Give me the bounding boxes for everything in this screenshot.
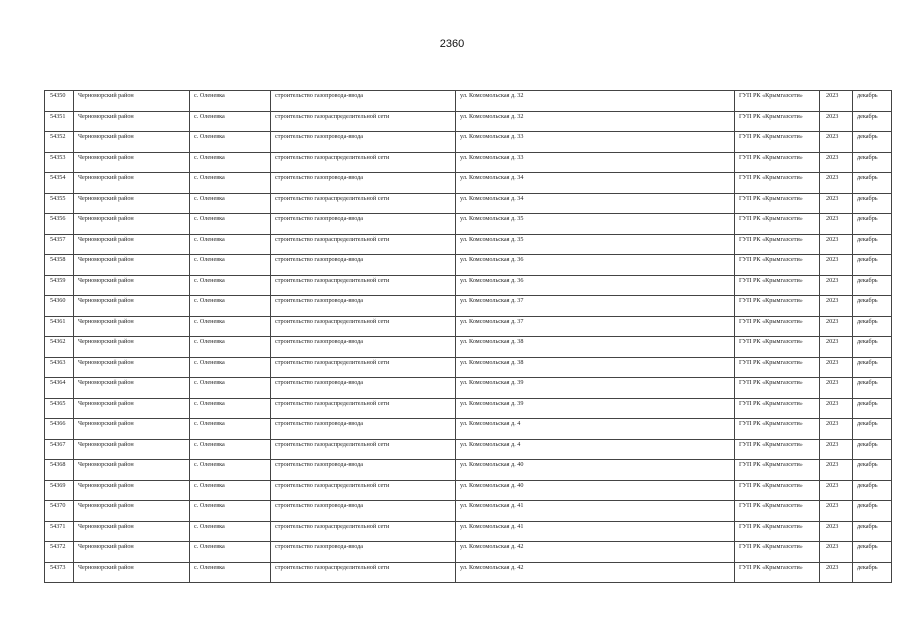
cell-month: декабрь xyxy=(853,316,892,337)
cell-district: Черноморский район xyxy=(74,255,190,276)
table-row xyxy=(45,378,892,399)
cell-month: декабрь xyxy=(853,378,892,399)
cell-settlement: с. Оленевка xyxy=(190,357,271,378)
cell-district: Черноморский район xyxy=(74,542,190,563)
cell-work-type: строительство газопровода-ввода xyxy=(271,255,456,276)
cell-month: декабрь xyxy=(853,152,892,173)
cell-work-type: строительство газораспределительной сети xyxy=(271,316,456,337)
cell-settlement: с. Оленевка xyxy=(190,234,271,255)
cell-settlement: с. Оленевка xyxy=(190,501,271,522)
cell-number: 54370 xyxy=(45,501,74,522)
cell-month: декабрь xyxy=(853,234,892,255)
cell-work-type: строительство газопровода-ввода xyxy=(271,91,456,112)
cell-number: 54365 xyxy=(45,398,74,419)
cell-work-type: строительство газопровода-ввода xyxy=(271,419,456,440)
cell-settlement: с. Оленевка xyxy=(190,460,271,481)
cell-contractor: ГУП РК «Крымгазсети» xyxy=(735,255,820,276)
cell-year: 2023 xyxy=(820,132,853,153)
cell-work-type: строительство газопровода-ввода xyxy=(271,337,456,358)
cell-year: 2023 xyxy=(820,480,853,501)
cell-contractor: ГУП РК «Крымгазсети» xyxy=(735,480,820,501)
table-row xyxy=(45,296,892,317)
cell-contractor: ГУП РК «Крымгазсети» xyxy=(735,460,820,481)
cell-contractor: ГУП РК «Крымгазсети» xyxy=(735,378,820,399)
cell-contractor: ГУП РК «Крымгазсети» xyxy=(735,91,820,112)
cell-address: ул. Комсомольская д. 35 xyxy=(456,234,735,255)
cell-district: Черноморский район xyxy=(74,460,190,481)
cell-number: 54360 xyxy=(45,296,74,317)
cell-month: декабрь xyxy=(853,337,892,358)
cell-settlement: с. Оленевка xyxy=(190,419,271,440)
cell-year: 2023 xyxy=(820,542,853,563)
cell-settlement: с. Оленевка xyxy=(190,173,271,194)
cell-contractor: ГУП РК «Крымгазсети» xyxy=(735,357,820,378)
cell-number: 54364 xyxy=(45,378,74,399)
table-row xyxy=(45,521,892,542)
cell-contractor: ГУП РК «Крымгазсети» xyxy=(735,111,820,132)
cell-month: декабрь xyxy=(853,132,892,153)
cell-district: Черноморский район xyxy=(74,91,190,112)
cell-number: 54367 xyxy=(45,439,74,460)
cell-address: ул. Комсомольская д. 32 xyxy=(456,111,735,132)
gas-works-table xyxy=(44,90,892,583)
cell-district: Черноморский район xyxy=(74,173,190,194)
cell-district: Черноморский район xyxy=(74,357,190,378)
cell-month: декабрь xyxy=(853,398,892,419)
cell-contractor: ГУП РК «Крымгазсети» xyxy=(735,193,820,214)
table-row xyxy=(45,460,892,481)
cell-district: Черноморский район xyxy=(74,152,190,173)
table-row xyxy=(45,316,892,337)
table-row xyxy=(45,419,892,440)
table-row xyxy=(45,480,892,501)
cell-month: декабрь xyxy=(853,296,892,317)
table-row xyxy=(45,234,892,255)
cell-year: 2023 xyxy=(820,296,853,317)
cell-month: декабрь xyxy=(853,542,892,563)
cell-work-type: строительство газопровода-ввода xyxy=(271,296,456,317)
cell-month: декабрь xyxy=(853,521,892,542)
cell-number: 54369 xyxy=(45,480,74,501)
cell-number: 54351 xyxy=(45,111,74,132)
cell-district: Черноморский район xyxy=(74,378,190,399)
cell-year: 2023 xyxy=(820,398,853,419)
cell-work-type: строительство газораспределительной сети xyxy=(271,275,456,296)
cell-contractor: ГУП РК «Крымгазсети» xyxy=(735,214,820,235)
cell-year: 2023 xyxy=(820,214,853,235)
cell-address: ул. Комсомольская д. 39 xyxy=(456,398,735,419)
cell-district: Черноморский район xyxy=(74,316,190,337)
cell-number: 54368 xyxy=(45,460,74,481)
table-row xyxy=(45,193,892,214)
cell-contractor: ГУП РК «Крымгазсети» xyxy=(735,152,820,173)
table-row xyxy=(45,132,892,153)
table-body xyxy=(45,91,892,583)
cell-contractor: ГУП РК «Крымгазсети» xyxy=(735,316,820,337)
cell-address: ул. Комсомольская д. 33 xyxy=(456,132,735,153)
cell-month: декабрь xyxy=(853,193,892,214)
cell-work-type: строительство газораспределительной сети xyxy=(271,439,456,460)
cell-address: ул. Комсомольская д. 4 xyxy=(456,439,735,460)
cell-number: 54357 xyxy=(45,234,74,255)
cell-month: декабрь xyxy=(853,419,892,440)
cell-month: декабрь xyxy=(853,439,892,460)
cell-district: Черноморский район xyxy=(74,521,190,542)
cell-work-type: строительство газораспределительной сети xyxy=(271,111,456,132)
cell-year: 2023 xyxy=(820,173,853,194)
cell-district: Черноморский район xyxy=(74,296,190,317)
table-row xyxy=(45,562,892,583)
cell-district: Черноморский район xyxy=(74,132,190,153)
cell-settlement: с. Оленевка xyxy=(190,398,271,419)
cell-year: 2023 xyxy=(820,439,853,460)
cell-number: 54350 xyxy=(45,91,74,112)
table-row xyxy=(45,357,892,378)
cell-work-type: строительство газопровода-ввода xyxy=(271,173,456,194)
cell-year: 2023 xyxy=(820,193,853,214)
cell-address: ул. Комсомольская д. 34 xyxy=(456,173,735,194)
cell-year: 2023 xyxy=(820,419,853,440)
cell-settlement: с. Оленевка xyxy=(190,91,271,112)
cell-number: 54356 xyxy=(45,214,74,235)
cell-contractor: ГУП РК «Крымгазсети» xyxy=(735,296,820,317)
cell-district: Черноморский район xyxy=(74,562,190,583)
cell-address: ул. Комсомольская д. 34 xyxy=(456,193,735,214)
cell-month: декабрь xyxy=(853,111,892,132)
cell-address: ул. Комсомольская д. 38 xyxy=(456,337,735,358)
cell-address: ул. Комсомольская д. 41 xyxy=(456,501,735,522)
table-row xyxy=(45,398,892,419)
cell-settlement: с. Оленевка xyxy=(190,275,271,296)
cell-work-type: строительство газопровода-ввода xyxy=(271,214,456,235)
table-row xyxy=(45,111,892,132)
cell-year: 2023 xyxy=(820,521,853,542)
cell-contractor: ГУП РК «Крымгазсети» xyxy=(735,234,820,255)
cell-year: 2023 xyxy=(820,378,853,399)
cell-address: ул. Комсомольская д. 40 xyxy=(456,480,735,501)
cell-address: ул. Комсомольская д. 40 xyxy=(456,460,735,481)
cell-contractor: ГУП РК «Крымгазсети» xyxy=(735,419,820,440)
cell-contractor: ГУП РК «Крымгазсети» xyxy=(735,398,820,419)
cell-year: 2023 xyxy=(820,316,853,337)
page-number: 2360 xyxy=(439,38,465,50)
cell-work-type: строительство газораспределительной сети xyxy=(271,193,456,214)
cell-month: декабрь xyxy=(853,214,892,235)
cell-settlement: с. Оленевка xyxy=(190,152,271,173)
cell-address: ул. Комсомольская д. 37 xyxy=(456,296,735,317)
cell-year: 2023 xyxy=(820,91,853,112)
cell-settlement: с. Оленевка xyxy=(190,480,271,501)
cell-settlement: с. Оленевка xyxy=(190,337,271,358)
cell-number: 54355 xyxy=(45,193,74,214)
cell-district: Черноморский район xyxy=(74,337,190,358)
cell-number: 54358 xyxy=(45,255,74,276)
cell-work-type: строительство газораспределительной сети xyxy=(271,398,456,419)
cell-address: ул. Комсомольская д. 37 xyxy=(456,316,735,337)
cell-address: ул. Комсомольская д. 36 xyxy=(456,255,735,276)
cell-month: декабрь xyxy=(853,501,892,522)
table-row xyxy=(45,91,892,112)
cell-year: 2023 xyxy=(820,111,853,132)
cell-work-type: строительство газопровода-ввода xyxy=(271,378,456,399)
cell-month: декабрь xyxy=(853,255,892,276)
cell-work-type: строительство газораспределительной сети xyxy=(271,152,456,173)
cell-contractor: ГУП РК «Крымгазсети» xyxy=(735,337,820,358)
cell-district: Черноморский район xyxy=(74,501,190,522)
cell-district: Черноморский район xyxy=(74,275,190,296)
cell-number: 54353 xyxy=(45,152,74,173)
cell-month: декабрь xyxy=(853,480,892,501)
cell-number: 54371 xyxy=(45,521,74,542)
cell-settlement: с. Оленевка xyxy=(190,255,271,276)
cell-settlement: с. Оленевка xyxy=(190,439,271,460)
cell-month: декабрь xyxy=(853,173,892,194)
cell-address: ул. Комсомольская д. 35 xyxy=(456,214,735,235)
cell-year: 2023 xyxy=(820,337,853,358)
cell-year: 2023 xyxy=(820,501,853,522)
cell-month: декабрь xyxy=(853,460,892,481)
cell-work-type: строительство газопровода-ввода xyxy=(271,132,456,153)
cell-year: 2023 xyxy=(820,234,853,255)
cell-contractor: ГУП РК «Крымгазсети» xyxy=(735,275,820,296)
cell-district: Черноморский район xyxy=(74,480,190,501)
table-row xyxy=(45,337,892,358)
cell-contractor: ГУП РК «Крымгазсети» xyxy=(735,173,820,194)
cell-number: 54363 xyxy=(45,357,74,378)
cell-district: Черноморский район xyxy=(74,234,190,255)
cell-settlement: с. Оленевка xyxy=(190,193,271,214)
cell-month: декабрь xyxy=(853,91,892,112)
cell-work-type: строительство газопровода-ввода xyxy=(271,501,456,522)
cell-district: Черноморский район xyxy=(74,419,190,440)
cell-number: 54362 xyxy=(45,337,74,358)
cell-contractor: ГУП РК «Крымгазсети» xyxy=(735,132,820,153)
cell-address: ул. Комсомольская д. 39 xyxy=(456,378,735,399)
table-row xyxy=(45,173,892,194)
cell-contractor: ГУП РК «Крымгазсети» xyxy=(735,562,820,583)
cell-settlement: с. Оленевка xyxy=(190,316,271,337)
cell-district: Черноморский район xyxy=(74,439,190,460)
cell-work-type: строительство газораспределительной сети xyxy=(271,357,456,378)
table-row xyxy=(45,214,892,235)
cell-number: 54352 xyxy=(45,132,74,153)
cell-contractor: ГУП РК «Крымгазсети» xyxy=(735,439,820,460)
cell-number: 54366 xyxy=(45,419,74,440)
cell-year: 2023 xyxy=(820,357,853,378)
cell-number: 54372 xyxy=(45,542,74,563)
cell-work-type: строительство газораспределительной сети xyxy=(271,234,456,255)
cell-month: декабрь xyxy=(853,562,892,583)
cell-contractor: ГУП РК «Крымгазсети» xyxy=(735,542,820,563)
cell-settlement: с. Оленевка xyxy=(190,214,271,235)
cell-address: ул. Комсомольская д. 36 xyxy=(456,275,735,296)
cell-address: ул. Комсомольская д. 33 xyxy=(456,152,735,173)
cell-work-type: строительство газопровода-ввода xyxy=(271,460,456,481)
cell-district: Черноморский район xyxy=(74,111,190,132)
cell-address: ул. Комсомольская д. 42 xyxy=(456,562,735,583)
table-row xyxy=(45,152,892,173)
table-row xyxy=(45,439,892,460)
cell-address: ул. Комсомольская д. 32 xyxy=(456,91,735,112)
table-row xyxy=(45,255,892,276)
cell-address: ул. Комсомольская д. 42 xyxy=(456,542,735,563)
cell-contractor: ГУП РК «Крымгазсети» xyxy=(735,501,820,522)
cell-work-type: строительство газораспределительной сети xyxy=(271,521,456,542)
cell-month: декабрь xyxy=(853,357,892,378)
cell-number: 54354 xyxy=(45,173,74,194)
cell-work-type: строительство газопровода-ввода xyxy=(271,542,456,563)
cell-number: 54359 xyxy=(45,275,74,296)
cell-number: 54361 xyxy=(45,316,74,337)
cell-settlement: с. Оленевка xyxy=(190,521,271,542)
cell-address: ул. Комсомольская д. 41 xyxy=(456,521,735,542)
cell-month: декабрь xyxy=(853,275,892,296)
cell-work-type: строительство газораспределительной сети xyxy=(271,480,456,501)
cell-settlement: с. Оленевка xyxy=(190,111,271,132)
cell-settlement: с. Оленевка xyxy=(190,296,271,317)
table-row xyxy=(45,275,892,296)
cell-settlement: с. Оленевка xyxy=(190,562,271,583)
cell-number: 54373 xyxy=(45,562,74,583)
cell-settlement: с. Оленевка xyxy=(190,132,271,153)
table-row xyxy=(45,542,892,563)
cell-district: Черноморский район xyxy=(74,398,190,419)
cell-work-type: строительство газораспределительной сети xyxy=(271,562,456,583)
cell-settlement: с. Оленевка xyxy=(190,542,271,563)
table-row xyxy=(45,501,892,522)
cell-settlement: с. Оленевка xyxy=(190,378,271,399)
cell-year: 2023 xyxy=(820,275,853,296)
cell-year: 2023 xyxy=(820,460,853,481)
cell-year: 2023 xyxy=(820,152,853,173)
cell-address: ул. Комсомольская д. 38 xyxy=(456,357,735,378)
cell-contractor: ГУП РК «Крымгазсети» xyxy=(735,521,820,542)
cell-district: Черноморский район xyxy=(74,193,190,214)
cell-year: 2023 xyxy=(820,255,853,276)
cell-address: ул. Комсомольская д. 4 xyxy=(456,419,735,440)
cell-year: 2023 xyxy=(820,562,853,583)
cell-district: Черноморский район xyxy=(74,214,190,235)
